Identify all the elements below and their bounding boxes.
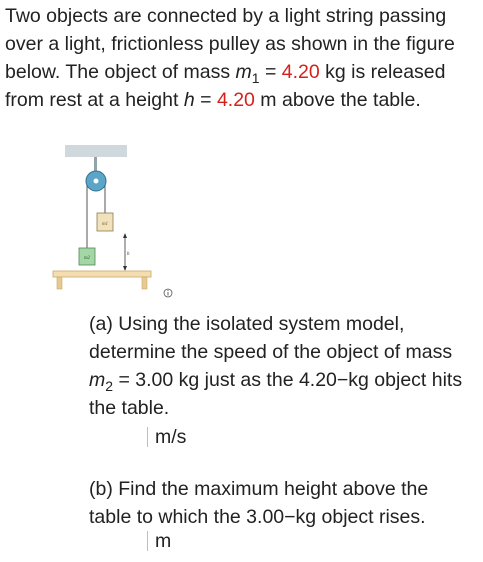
height-arrow-down	[123, 266, 127, 271]
m1-subscript: 1	[251, 70, 260, 86]
equals-1: =	[259, 61, 282, 83]
m2-label: m2	[83, 256, 91, 261]
h-value: 4.20	[216, 89, 255, 111]
pulley-diagram	[45, 143, 185, 303]
part-b-answer-row	[147, 528, 171, 554]
m1-unit-text: kg is released from rest at a height	[5, 61, 446, 111]
part-a-text-2: = 3.00 kg just as the 4.20−kg object hits the table.	[89, 369, 463, 419]
part-b-unit: m	[155, 530, 172, 552]
pulley-axle	[94, 179, 99, 184]
part-a-question	[89, 310, 469, 422]
m2-subscript: 2	[105, 378, 114, 394]
info-icon[interactable]	[164, 289, 172, 297]
equals-2: =	[194, 89, 217, 111]
h-symbol: h	[183, 89, 195, 111]
height-arrow-up	[123, 233, 127, 238]
part-a-answer-field[interactable]	[147, 427, 153, 447]
ceiling	[65, 145, 127, 157]
part-b-answer-field[interactable]	[147, 531, 153, 551]
m2-symbol: m	[89, 369, 106, 391]
m1-symbol: m	[235, 61, 252, 83]
intro-text-1: Two objects are connected by a light string passing over a light, frictionless pulley as shown in the figure below. The object of mass	[5, 5, 455, 83]
m1-value: 4.20	[281, 61, 320, 83]
table-top	[53, 271, 151, 277]
part-a-text-1: (a) Using the isolated system model, determine the speed of the object of mass	[89, 313, 453, 363]
table-leg-right	[142, 277, 147, 289]
m1-label: m1	[101, 222, 109, 227]
part-a-unit: m/s	[155, 426, 187, 448]
part-b-text: (b) Find the maximum height above the table to which the 3.00−kg object rises.	[89, 478, 429, 528]
part-a-answer-row	[147, 424, 186, 450]
h-label: h	[127, 252, 130, 257]
part-b-question	[89, 475, 469, 531]
pulley-figure	[45, 143, 185, 303]
table-leg-left	[57, 277, 62, 289]
problem-statement	[5, 2, 479, 114]
h-unit-text: m above the table.	[254, 89, 421, 111]
